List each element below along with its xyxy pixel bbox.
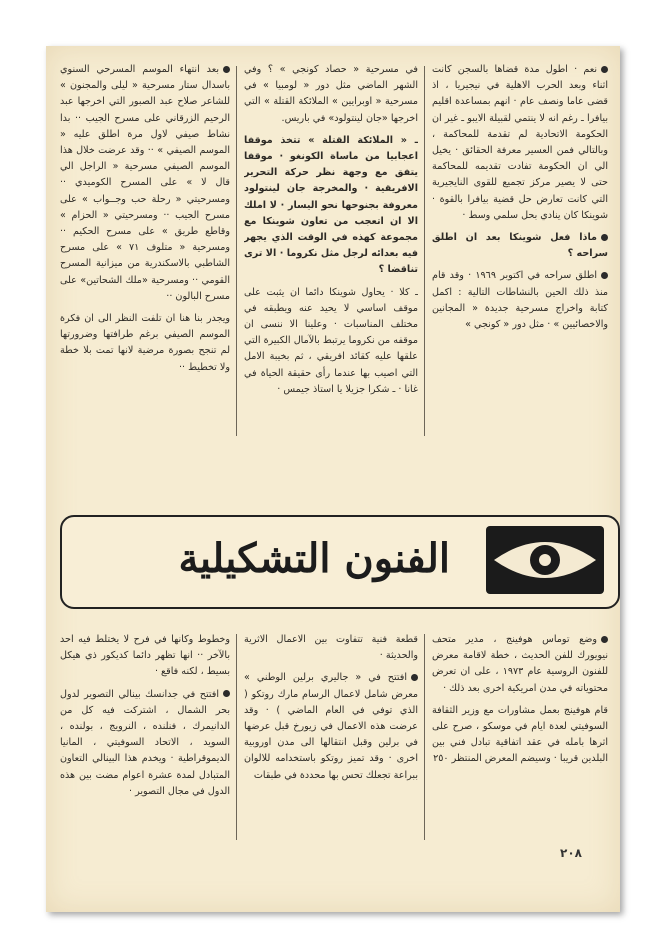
- bottom-column-left: [60, 632, 230, 842]
- paragraph-text: نعم · اطول مدة قضاها بالسجن كانت اثناء وبعد الحرب الاهلية في نيجيريا ، اذ قضى عاما ونصف عام · انهم بمساعدة اقليم بيافرا ـ رغم انه لا ينتمي لقبيلة الايبو ـ غير ان الحكومة الاتحادية لم تقدمة للمحاكمة ، وبالتالي فمن العسير معرفة الحقائق · يخيل الي ان الحكومة تفادت تقديمه للمحاكمة حتى لا يصير مركز تجميع للقوى النايجيرية التي كانت تعارض حل قضية بيافرا بالقوة · شوينكا كان ينادي بحل سلمي وسط ·: [432, 64, 608, 221]
- column-divider: [236, 634, 237, 840]
- bullet-icon: [601, 234, 608, 241]
- paragraph-text: قام هوفينج بعمل مشاورات مع وزير الثقافة السوفيتي لعدة ايام في موسكو ، صرح على اثرها بامله في عقد اتفاقية تبادل فني بين البلدين قريبا · وسيضم المعرض المنتظر ٢٥٠: [432, 704, 608, 765]
- article-paragraph: [244, 670, 418, 783]
- bullet-icon: [223, 66, 230, 73]
- article-paragraph: [60, 311, 230, 376]
- article-paragraph: [60, 62, 230, 305]
- article-paragraph: [60, 632, 230, 681]
- bullet-icon: [601, 66, 608, 73]
- paragraph-text: افتتح في « جاليري برلين الوطني » معرض شامل لاعمال الرسام مارك روتكو ( الذي توفي في العام الماضي ) · وقد عرضت هذه الاعمال في زيورخ قبل عرضها في برلين وقبل انتقالها الى مدن اوروبية اخرى · وقد تميز روتكو باستخدامه للالوان ببراعة تجعلك تحس بها محددة في طبقات: [244, 672, 418, 781]
- paragraph-text: في مسرحية « حصاد كونجي » ؟ وفي الشهر الماضي مثل دور « لومبيا » في مسرحية « اوبرايين » الملائكة القتلة » التي اخرجها «جان لينتولود» في باريس.: [244, 64, 418, 124]
- bullet-icon: [601, 636, 608, 643]
- article-paragraph: [432, 230, 608, 262]
- bottom-column-right: [432, 632, 608, 842]
- article-paragraph: [244, 62, 418, 127]
- article-paragraph: [244, 632, 418, 664]
- article-paragraph: [244, 285, 418, 398]
- article-paragraph: [432, 268, 608, 333]
- bullet-icon: [411, 674, 418, 681]
- paragraph-text: قطعة فنية تتفاوت بين الاعمال الاثرية والحديثة ·: [244, 634, 418, 662]
- paragraph-text: ويجدر بنا هنا ان تلفت النظر الى ان فكرة الموسم الصيفي برغم طرافتها وضرورتها لم تنجح بصورة مرضية لانها تمت بلا خطة ولا تخطيط ··: [60, 313, 230, 373]
- column-divider: [424, 66, 425, 436]
- bullet-icon: [223, 690, 230, 697]
- article-paragraph: [432, 703, 608, 768]
- top-column-right: [432, 62, 608, 442]
- section-title: الفنون التشكيلية: [178, 535, 450, 582]
- bullet-icon: [601, 272, 608, 279]
- bottom-column-middle: [244, 632, 418, 842]
- paragraph-text: اطلق سراحه في اكتوبر ١٩٦٩ · وقد قام منذ ذلك الحين بالنشاطات التالية : اكمل كتابة واخراج مسرحية جديدة « المجانين والاخصائيين » · مثل دور « كونجي »: [432, 270, 608, 331]
- paragraph-text: بعد انتهاء الموسم المسرحي السنوي باسدال ستار مسرحية « ليلى والمجنون » للشاعر صلاح عبد الصبور التي اخرجها عبد الرحيم الزرقاني على مسرح الجيب ·· بدا نشاط صيفي لاول مرة اطلق عليه « الموسم الصيفي » ·· وقد عرضت خلال هذا الموسم الصيفي مسرحية « الراجل الي قال لا » على المسرح الكوميدي ·· ومسرحيتي « رحلة حب وجــواب » على مسرح الجيب ·· ومسرحيتي « الحزام » وقاطع طريق » على مسرح الحكيم ·· ومسرحية « متلوف ٧١ » على مسرح الشاطبي بالاسكندرية من ميزانية المسرح القومي ·· ومسرحية «ملك الشحاتين» على مسرح البالون ··: [60, 64, 230, 302]
- top-column-middle: [244, 62, 418, 442]
- column-divider: [424, 634, 425, 840]
- paragraph-text: ماذا فعل شوينكا بعد ان اطلق سراحه ؟: [432, 232, 608, 260]
- paragraph-text: وخطوط وكانها في فرح لا يختلط فيه احد بالآخر ·· انها تظهر دائما كديكور ذي هيكل بسيط ، لكنه فاقع ·: [60, 634, 230, 678]
- eye-icon: [486, 526, 604, 594]
- paragraph-text: ـ « الملائكة القتلة » تتخذ موقفا اعجابيا من ماساة الكونغو · موقفا يتفق مع وجهة نظر حركة التحرير الافريقية · والمخرجة جان لينتولود معروفة بجنوحها نحو اليسار · لا املك الا ان اتعجب من تعاون شوينكا مع مجموعة كهذه في الوقت الذي يجهر فيه بعدائه لرجل مثل نكروما · الا ترى تناقضا ؟: [244, 134, 418, 276]
- article-paragraph: [432, 62, 608, 224]
- paragraph-text: افتتح في جدانسك بينالي التصوير لدول بحر الشمال ، اشتركت فيه كل من الدانيمرك ، فنلنده ، النرويج ، بولنده ، السويد ، الاتحاد السوفيتي ، المانيا الديموقراطية · ويخدم هذا البينالي التعاون المتبادل لمدة عشرة اعوام مضت بين هذه الدول في مجال التصوير ·: [60, 688, 230, 797]
- article-paragraph: [60, 687, 230, 800]
- paragraph-text: وضع توماس هوفينج ، مدير متحف نيويورك للفن الحديث ، خطة لاقامة معرض للفنون الروسية عام ١٩٧٣ ، على ان تعرض محتوياته في مدن امريكية اخرى بعد ذلك ·: [432, 634, 608, 694]
- paragraph-text: ـ كلا · يحاول شوينكا دائما ان يثبت على موقف اساسي لا يحيد عنه ويطبقه في مختلف المناسبات · وعلينا الا ننسى ان موقفه من نكروما يرتبط بالآمال الكبيرة التي علقها عليه كقائد افريقي ، ثم بخيبة الامل التي اصيب بها عندما رأى حقيقة الحياة في غانا · ـ شكرا جزيلا يا استاذ جيمس ·: [244, 286, 418, 395]
- section-banner: [60, 515, 620, 609]
- top-column-left: [60, 62, 230, 442]
- column-divider: [236, 66, 237, 436]
- article-paragraph: [244, 133, 418, 279]
- page-number: ٢٠٨: [560, 846, 582, 860]
- article-paragraph: [432, 632, 608, 697]
